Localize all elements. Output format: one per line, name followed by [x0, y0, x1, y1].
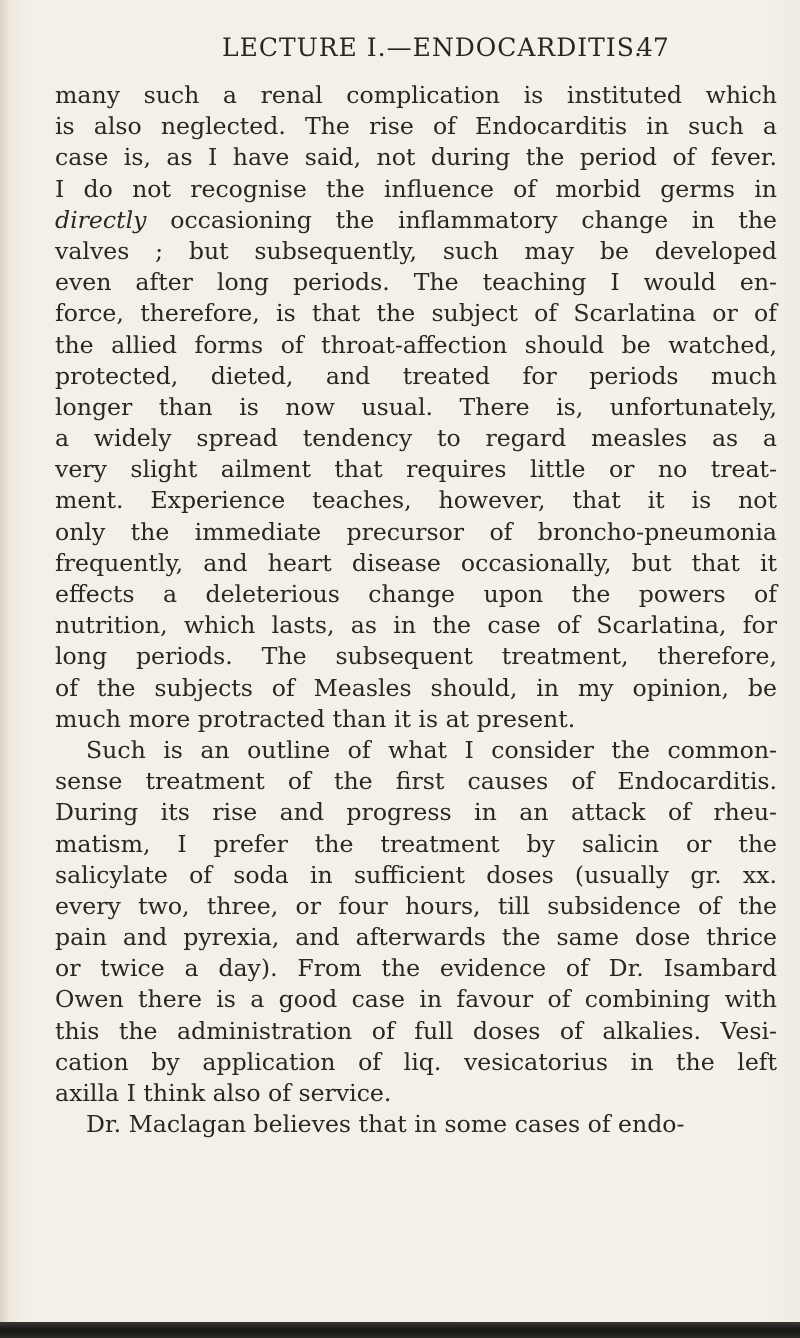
text-line-8: force, therefore, is that the subject of Scarlatina or of: [55, 299, 777, 328]
text-line-23: sense treatment of the first causes of Endocarditis.: [55, 767, 777, 796]
scan-bottom-edge: [0, 1322, 800, 1338]
text-line-33: axilla I think also of service.: [55, 1079, 392, 1107]
text-line-32: cation by application of liq. vesicatorius in the left: [55, 1047, 777, 1076]
text-line-10: protected, dieted, and treated for periods much: [55, 361, 777, 390]
text-line-17: effects a deleterious change upon the powers of: [55, 580, 777, 608]
text-line-4: I do not recognise the influence of morbid germs in: [55, 174, 777, 203]
text-line-9: the allied forms of throat-affection should be watched,: [55, 330, 777, 359]
text-line-30: Owen there is a good case in favour of combining with: [55, 985, 777, 1014]
text-line-19: long periods. The subsequent treatment, therefore,: [55, 642, 777, 671]
text-line-12: a widely spread tendency to regard measles as a: [55, 424, 777, 453]
text-line-34: Dr. Maclagan believes that in some cases of endo-: [86, 1110, 685, 1139]
text-line-24: During its rise and progress in an attack of rheu-: [55, 798, 777, 827]
text-line-1: many such a renal complication is instituted which: [55, 81, 777, 109]
page-header: [0, 30, 800, 66]
text-line-6: valves ; but subsequently, such may be developed: [55, 236, 777, 265]
text-line-21: much more protracted than it is at present.: [55, 704, 576, 733]
text-line-31: this the administration of full doses of alkalies. Vesi-: [55, 1016, 777, 1045]
text-line-5-rest: occasioning the inflammatory change in the: [170, 205, 777, 234]
text-line-27: every two, three, or four hours, till subsidence of the: [55, 891, 777, 920]
page-number: 47: [637, 33, 669, 62]
text-line-3: case is, as I have said, not during the period of fever.: [55, 143, 777, 172]
italic-word-directly: directly: [55, 205, 147, 234]
text-line-22: Such is an outline of what I consider the common-: [86, 735, 777, 764]
text-line-26: salicylate of soda in sufficient doses (usually gr. xx.: [55, 860, 777, 889]
text-line-13: very slight ailment that requires little or no treat-: [55, 455, 777, 484]
text-line-5: [55, 205, 777, 236]
running-head: LECTURE I.—ENDOCARDITIS.: [222, 33, 643, 62]
text-line-25: matism, I prefer the treatment by salicin or the: [55, 829, 777, 858]
text-line-18: nutrition, which lasts, as in the case of Scarlatina, for: [55, 611, 777, 640]
text-line-29: or twice a day). From the evidence of Dr. Isambard: [55, 954, 777, 983]
text-line-7: even after long periods. The teaching I would en-: [55, 268, 777, 297]
text-line-11: longer than is now usual. There is, unfortunately,: [55, 392, 777, 421]
text-line-16: frequently, and heart disease occasionally, but that it: [55, 548, 777, 577]
text-line-14: ment. Experience teaches, however, that it is not: [55, 486, 777, 515]
body-text: [55, 80, 777, 1320]
text-line-15: only the immediate precursor of broncho-pneumonia: [55, 517, 777, 546]
text-line-2: is also neglected. The rise of Endocarditis in such a: [55, 112, 777, 141]
page-gutter-shadow: [0, 0, 10, 1338]
text-line-28: pain and pyrexia, and afterwards the same dose thrice: [55, 923, 777, 952]
text-line-20: of the subjects of Measles should, in my opinion, be: [55, 673, 777, 702]
